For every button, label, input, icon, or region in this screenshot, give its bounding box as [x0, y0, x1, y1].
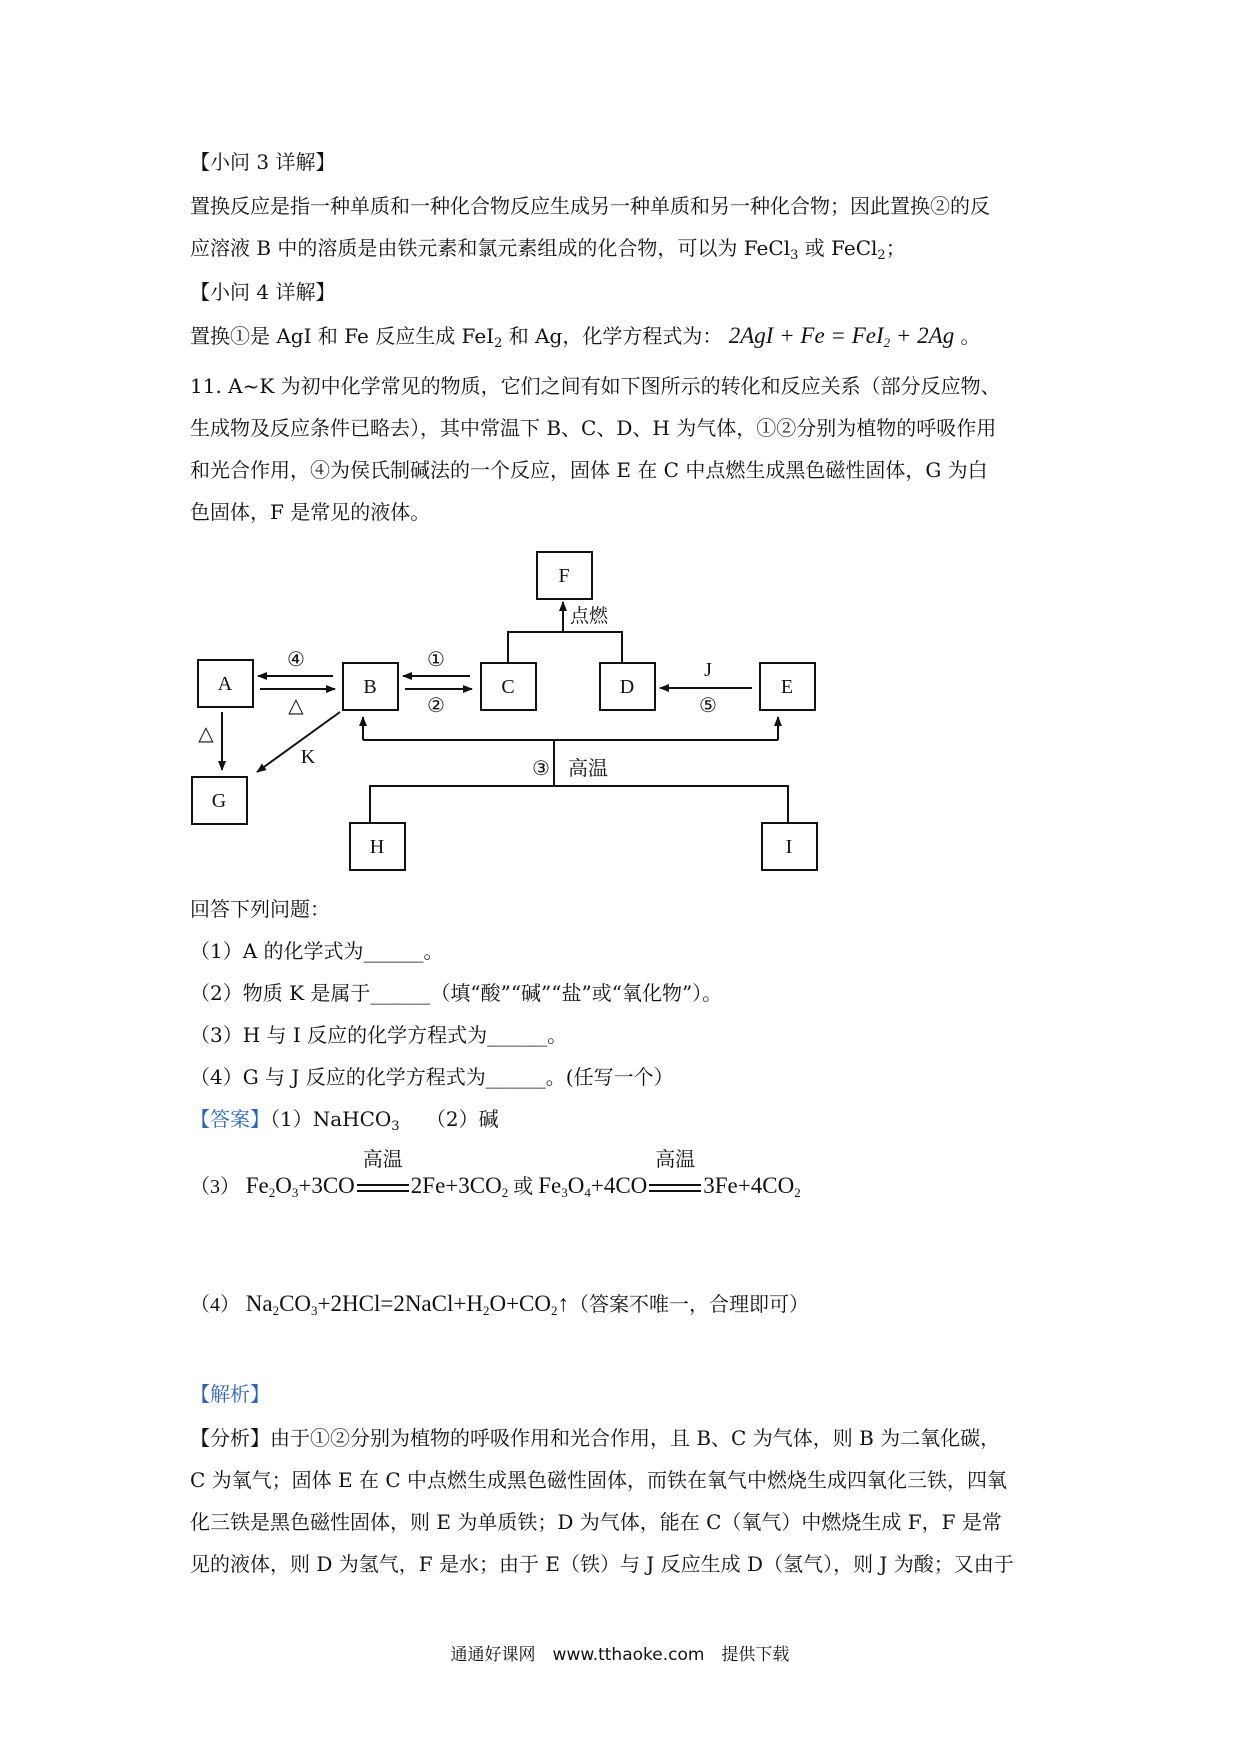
label-r1: ① [427, 649, 445, 671]
equals-bar [357, 1184, 409, 1192]
subscript: 2 [494, 336, 503, 351]
subscript: 3 [291, 1185, 299, 1200]
answer-4 [190, 1290, 809, 1325]
connector-cd [508, 632, 622, 663]
label-j: J [704, 659, 712, 681]
eq-part: 3Fe+4CO [703, 1173, 795, 1198]
subscript: 3 [561, 1185, 568, 1200]
questions-intro: 回答下列问题： [190, 897, 330, 921]
subscript: 2 [551, 1303, 558, 1318]
label-delta-ab: △ [288, 695, 304, 717]
answer-3 [190, 1149, 801, 1207]
eq-part: Na [245, 1291, 273, 1316]
node-b: B [363, 676, 377, 698]
q4-text-part: 和 Ag，化学方程式为： [502, 324, 723, 348]
subquestion-2: （2）物质 K 是属于______（填“酸”“碱”“盐”或“氧化物”）。 [190, 981, 723, 1005]
subscript: 4 [584, 1185, 591, 1200]
question-line2: 生成物及反应条件已略去），其中常温下 B、C、D、H 为气体，①②分别为植物的呼吸作用 [190, 416, 997, 440]
subquestion-4: （4）G 与 J 反应的化学方程式为______。(任写一个） [190, 1065, 674, 1089]
analysis-sublabel: 【分析】 [190, 1426, 270, 1450]
label-r5: ⑤ [699, 695, 717, 717]
answer-line1 [190, 1105, 499, 1141]
eq-part: Fe [538, 1173, 562, 1198]
subscript: 2 [268, 1185, 276, 1200]
label-r2: ② [427, 695, 445, 717]
gas-arrow-icon: ↑ [557, 1291, 569, 1316]
eq-part: O+CO [489, 1291, 551, 1316]
answer-1: （1）NaHCO [270, 1107, 392, 1131]
analysis-text: 由于①②分别为植物的呼吸作用和光合作用，且 B、C 为气体，则 B 为二氧化碳， [270, 1426, 1001, 1450]
label-r4: ④ [287, 649, 305, 671]
label-k: K [300, 746, 316, 768]
eq-part: +3CO [298, 1173, 355, 1198]
label-delta-ag: △ [198, 723, 214, 745]
answer-label: 【答案】 [190, 1107, 270, 1131]
eq-part: O [567, 1173, 585, 1198]
node-f: F [558, 565, 570, 587]
node-c: C [501, 676, 515, 698]
analysis-line3: 化三铁是黑色磁性固体，则 E 为单质铁；D 为气体，能在 C（氧气）中燃烧生成 F，F 是常 [190, 1510, 1002, 1534]
page-footer: 通通好课网 www.tthaoke.com 提供下载 [450, 1645, 790, 1665]
question-line1: 11. A~K 为初中化学常见的物质，它们之间有如下图所示的转化和反应关系（部分反应物、 [190, 374, 1001, 398]
analysis-label: 【解析】 [190, 1382, 270, 1406]
eq-part: 2Fe+3CO [410, 1173, 502, 1198]
eq-part: CO [279, 1291, 312, 1316]
subscript: 2 [272, 1303, 280, 1318]
answer-4-prefix: （4） [190, 1294, 240, 1316]
node-e: E [780, 676, 794, 698]
subscript: 2 [482, 1303, 490, 1318]
analysis-line1 [190, 1424, 1000, 1452]
condition-high-temp-2 [647, 1149, 703, 1200]
subscript: 3 [391, 1119, 400, 1134]
q4-end: 。 [954, 324, 981, 348]
node-g: G [211, 790, 227, 812]
answer-3-prefix: （3） [190, 1176, 240, 1198]
q3-text-part: 应溶液 B 中的溶质是由铁元素和氯元素组成的化合物，可以为 FeCl [190, 236, 791, 260]
eq-part: 2AgI + Fe = FeI [728, 323, 884, 348]
section-heading-q4: 【小问 4 详解】 [190, 280, 336, 304]
q3-text-part: ； [885, 236, 906, 260]
subscript: 2 [883, 335, 891, 350]
analysis-line4: 见的液体，则 D 为氢气，F 是水；由于 E（铁）与 J 反应生成 D（氢气），则 J 为酸；又由于 [190, 1552, 1014, 1576]
subscript: 3 [311, 1303, 318, 1318]
subquestion-3: （3）H 与 I 反应的化学方程式为______。 [190, 1023, 568, 1047]
subscript: 2 [501, 1185, 509, 1200]
condition-high-temp-1 [355, 1149, 411, 1200]
answer-2: （2）碱 [399, 1107, 499, 1131]
label-ignite: 点燃 [570, 606, 609, 627]
answer-4-note: （答案不唯一，合理即可） [569, 1294, 809, 1316]
subscript: 2 [794, 1185, 801, 1200]
eq-part: + 2Ag [890, 323, 955, 348]
node-h: H [369, 836, 385, 858]
analysis-line2: C 为氧气；固体 E 在 C 中点燃生成黑色磁性固体，而铁在氧气中燃烧生成四氧化三铁，四氧 [190, 1468, 1007, 1492]
eq-part: +4CO [590, 1173, 648, 1198]
q3-text-part: 或 FeCl [798, 236, 878, 260]
label-high-temp: 高温 [568, 758, 608, 780]
eq-or: 或 [508, 1176, 539, 1198]
condition-text: 高温 [655, 1149, 696, 1171]
node-a: A [217, 673, 233, 695]
eq-part: O [275, 1173, 292, 1198]
equals-bar [649, 1184, 701, 1192]
node-i: I [785, 836, 793, 858]
section-heading-q3: 【小问 3 详解】 [190, 150, 336, 174]
subscript: 3 [790, 248, 799, 263]
label-r3: ③ [532, 758, 550, 780]
arrow-b-to-g [257, 712, 340, 772]
subscript: 2 [877, 248, 886, 263]
subquestion-1: （1）A 的化学式为______。 [190, 939, 444, 963]
condition-text: 高温 [362, 1149, 403, 1171]
q4-text-part: 置换①是 AgI 和 Fe 反应生成 FeI [190, 324, 495, 348]
eq-part: Fe [245, 1173, 269, 1198]
question-line3: 和光合作用，④为侯氏制碱法的一个反应，固体 E 在 C 中点燃生成黑色磁性固体，G 为白 [190, 458, 988, 482]
question-line4: 色固体，F 是常见的液体。 [190, 500, 431, 524]
eq-part: +2HCl=2NaCl+H [317, 1291, 483, 1316]
node-d: D [619, 676, 635, 698]
connector-hi [370, 786, 788, 823]
q3-text-line1: 置换反应是指一种单质和一种化合物反应生成另一种单质和另一种化合物；因此置换②的反 [190, 194, 990, 218]
